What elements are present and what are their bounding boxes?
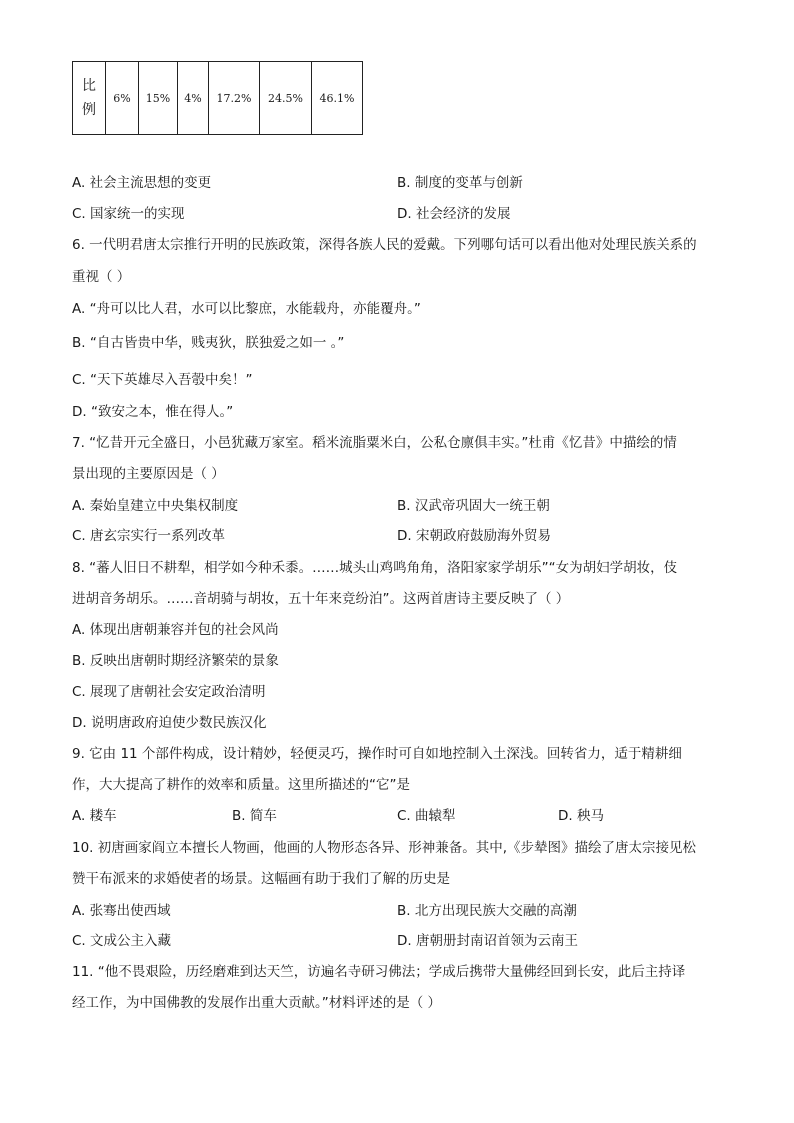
q6-option-c: C. “天下英雄尽入吾彀中矣！” [72, 372, 253, 388]
q10-option-b: B. 北方出现民族大交融的高潮 [397, 903, 577, 919]
q6-stem-line1: 6. 一代明君唐太宗推行开明的民族政策，深得各族人民的爱戴。下列哪句话可以看出他对处理民族关系的 [72, 237, 697, 253]
table-row [73, 62, 363, 135]
q7-option-a: A. 秦始皇建立中央集权制度 [72, 498, 239, 514]
q5-option-b: B. 制度的变革与创新 [397, 175, 523, 191]
q9-option-a: A. 耧车 [72, 808, 117, 824]
table-cell: 46.1% [312, 62, 363, 135]
q5-option-a: A. 社会主流思想的变更 [72, 175, 212, 191]
table-cell: 15% [139, 62, 178, 135]
q9-option-b: B. 简车 [232, 808, 277, 824]
q6-option-d: D. “致安之本，惟在得人。” [72, 404, 234, 420]
q8-option-a: A. 体现出唐朝兼容并包的社会风尚 [72, 622, 279, 638]
q9-option-d: D. 秧马 [558, 808, 604, 824]
table-cell: 4% [178, 62, 209, 135]
q6-option-b: B. “自古皆贵中华，贱夷狄，朕独爱之如一 。” [72, 335, 345, 351]
q10-option-c: C. 文成公主入藏 [72, 933, 172, 949]
q8-option-b: B. 反映出唐朝时期经济繁荣的景象 [72, 653, 279, 669]
table-cell: 17.2% [209, 62, 260, 135]
q8-option-d: D. 说明唐政府迫使少数民族汉化 [72, 715, 267, 731]
table-cell: 6% [106, 62, 139, 135]
q7-option-d: D. 宋朝政府鼓励海外贸易 [397, 528, 551, 544]
q6-stem-line2: 重视（ ） [72, 269, 131, 285]
ratio-table [72, 61, 363, 135]
q8-option-c: C. 展现了唐朝社会安定政治清明 [72, 684, 266, 700]
table-header-cell: 比例 [73, 62, 106, 135]
q9-option-c: C. 曲辕犁 [397, 808, 456, 824]
q7-option-b: B. 汉武帝巩固大一统王朝 [397, 498, 550, 514]
q9-stem-line2: 作，大大提高了耕作的效率和质量。这里所描述的“它”是 [72, 777, 410, 793]
table-cell: 24.5% [260, 62, 312, 135]
q5-option-c: C. 国家统一的实现 [72, 206, 185, 222]
q5-option-d: D. 社会经济的发展 [397, 206, 511, 222]
q8-stem-line1: 8. “蕃人旧日不耕犁，相学如今种禾黍。……城头山鸡鸣角角，洛阳家家学胡乐”“女为胡妇学胡妆，伎 [72, 560, 678, 576]
q10-option-a: A. 张骞出使西域 [72, 903, 171, 919]
q11-stem-line2: 经工作，为中国佛教的发展作出重大贡献。”材料评述的是（ ） [72, 995, 442, 1011]
q7-stem-line1: 7. “忆昔开元全盛日，小邑犹藏万家室。稻米流脂粟米白，公私仓廪俱丰实。”杜甫《忆昔》中描绘的情 [72, 435, 677, 451]
q10-stem-line2: 赞干布派来的求婚使者的场景。这幅画有助于我们了解的历史是 [72, 871, 450, 887]
q7-option-c: C. 唐玄宗实行一系列改革 [72, 528, 226, 544]
q9-stem-line1: 9. 它由 11 个部件构成，设计精妙，轻便灵巧，操作时可自如地控制入土深浅。回转省力，适于精耕细 [72, 746, 682, 762]
q11-stem-line1: 11. “他不畏艰险，历经磨难到达天竺，访遍名寺研习佛法；学成后携带大量佛经回到长安，此后主持译 [72, 964, 686, 980]
q6-option-a: A. “舟可以比人君，水可以比黎庶，水能载舟，亦能覆舟。” [72, 301, 421, 317]
q10-stem-line1: 10. 初唐画家阎立本擅长人物画，他画的人物形态各异、形神兼备。其中,《步辇图》描绘了唐太宗接见松 [72, 840, 697, 856]
q10-option-d: D. 唐朝册封南诏首领为云南王 [397, 933, 578, 949]
q8-stem-line2: 进胡音务胡乐。……音胡骑与胡妆，五十年来竞纷泊”。这两首唐诗主要反映了（ ） [72, 591, 570, 607]
q7-stem-line2: 景出现的主要原因是（ ） [72, 466, 225, 482]
